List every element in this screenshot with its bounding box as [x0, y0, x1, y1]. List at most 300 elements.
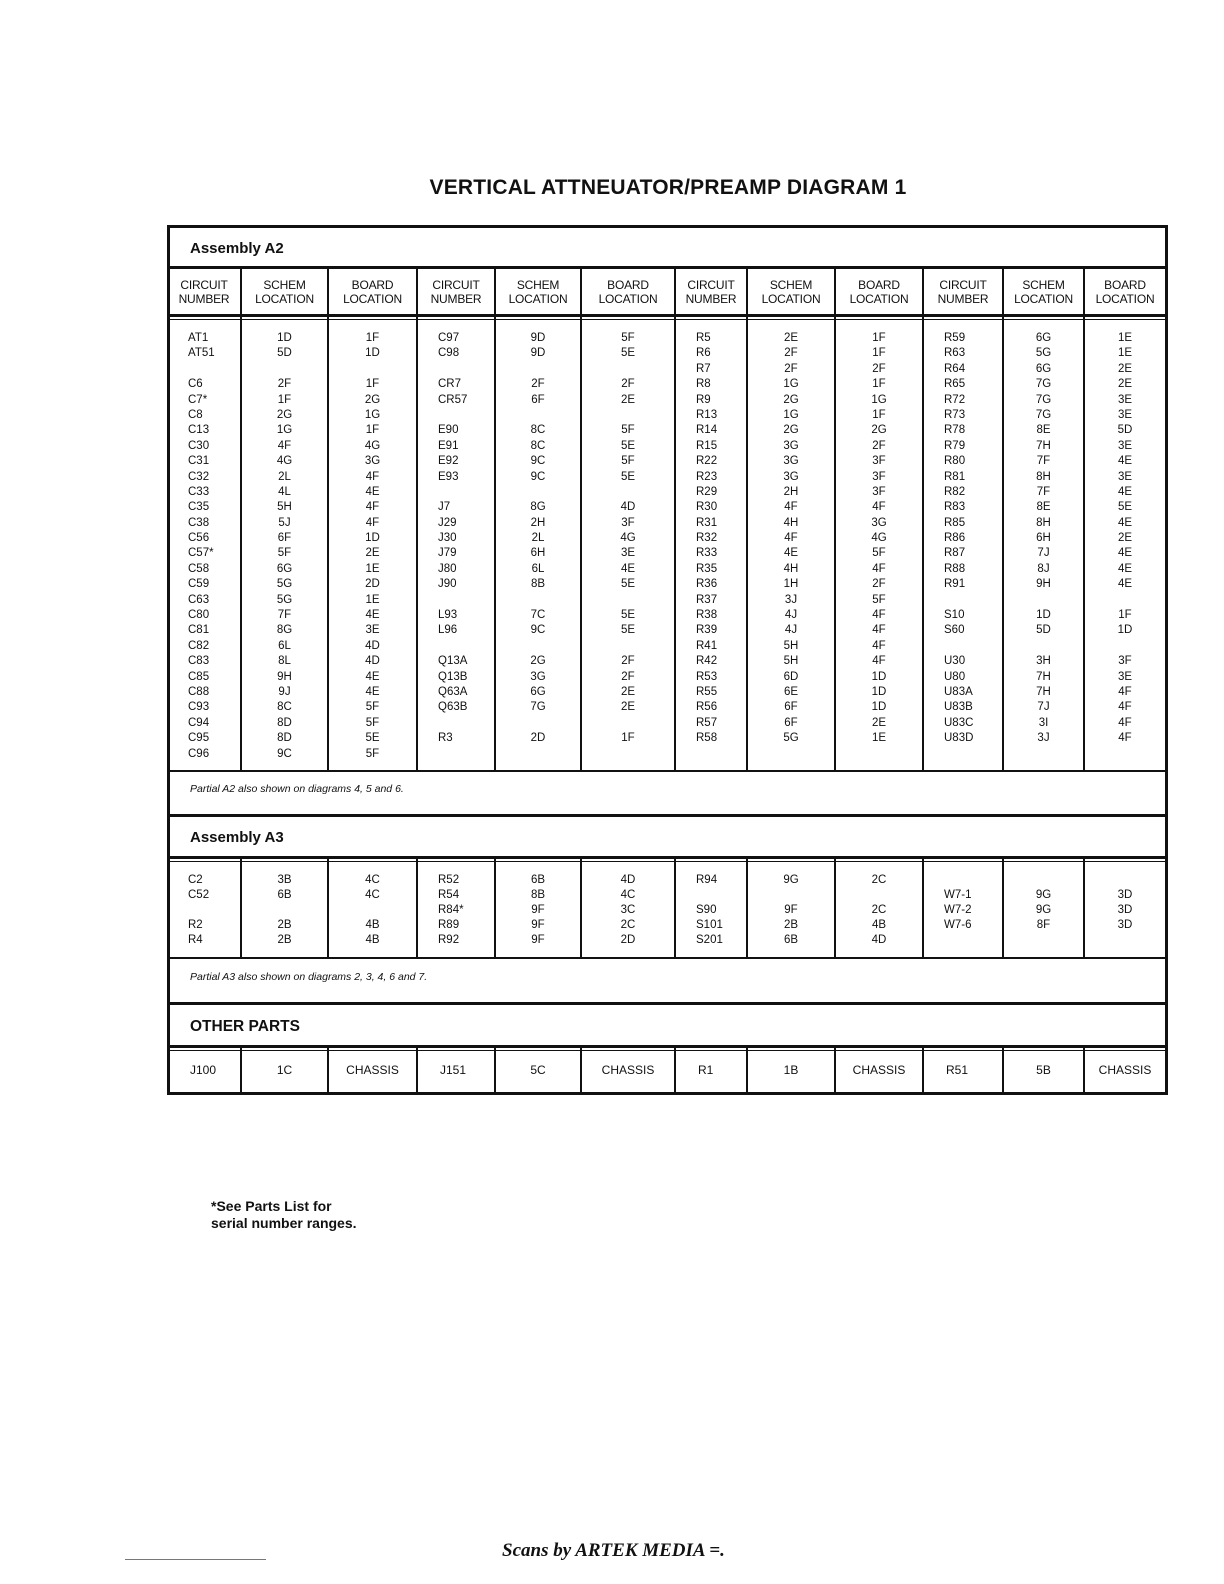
table-cell: C98	[438, 347, 460, 360]
table-cell: 3E	[620, 547, 636, 560]
table-cell: 8H	[1036, 516, 1051, 529]
rule-a2-body-end	[167, 770, 1168, 772]
table-cell: 6G	[1035, 362, 1052, 375]
table-cell: 4H	[783, 516, 799, 529]
table-cell: 5F	[621, 455, 635, 468]
table-cell: 8E	[1036, 501, 1051, 514]
table-cell: 1G	[783, 378, 799, 391]
table-cell: 4E	[783, 547, 799, 560]
a3-note: Partial A3 also shown on diagrams 2, 3, 4, 6 and 7.	[190, 971, 428, 983]
table-cell: 3E	[1117, 408, 1133, 421]
table-cell: E92	[438, 455, 459, 468]
table-cell: C93	[188, 701, 210, 714]
table-cell: 2G	[783, 424, 799, 437]
other-parts-cell: CHASSIS	[852, 1063, 906, 1077]
table-cell: 2F	[621, 378, 635, 391]
other-parts-cell: R51	[946, 1063, 969, 1077]
table-cell: 4L	[278, 485, 291, 498]
table-cell: J90	[438, 578, 457, 591]
table-cell: 4E	[1117, 547, 1133, 560]
table-cell: 6L	[531, 562, 545, 575]
table-cell: 9F	[784, 904, 798, 916]
table-cell: 8B	[530, 889, 546, 901]
table-cell: 8E	[1036, 424, 1051, 437]
table-cell: J80	[438, 562, 457, 575]
rule-other-title-thin	[167, 1050, 1168, 1051]
table-cell: J79	[438, 547, 457, 560]
table-cell: U83C	[944, 716, 974, 729]
column-header-line: NUMBER	[937, 292, 989, 306]
table-cell: C56	[188, 532, 210, 545]
table-cell: 4E	[365, 685, 380, 698]
table-cell: 1E	[1117, 332, 1133, 344]
column-header-circuit	[168, 278, 240, 306]
table-cell: 2D	[620, 934, 636, 946]
table-cell: 4D	[365, 639, 380, 652]
table-cell: C32	[188, 470, 210, 483]
table-cell: S101	[696, 919, 723, 931]
table-cell: J29	[438, 516, 457, 529]
table-cell: 3I	[1038, 716, 1049, 729]
table-cell: 2B	[783, 919, 799, 931]
table-cell: 2D	[530, 732, 546, 745]
table-cell: Q13B	[438, 670, 468, 683]
table-cell: 3E	[1117, 439, 1133, 452]
divider	[922, 1047, 924, 1093]
table-cell: 6F	[531, 393, 545, 406]
table-cell: 4E	[1117, 516, 1133, 529]
column-header-line: LOCATION	[343, 292, 402, 306]
table-cell: R81	[944, 470, 966, 483]
table-cell: 4E	[620, 562, 636, 575]
table-cell: C35	[188, 501, 210, 514]
a3-column-circuit	[944, 873, 1002, 948]
table-cell: 5H	[277, 501, 292, 514]
table-cell: 7H	[1036, 439, 1051, 452]
table-cell: 5E	[620, 624, 636, 637]
table-cell	[438, 485, 494, 500]
table-cell: 4B	[365, 919, 380, 931]
table-cell	[1085, 639, 1165, 654]
table-cell: R92	[438, 934, 460, 946]
table-cell: C57*	[188, 547, 214, 560]
table-cell: C82	[188, 639, 210, 652]
table-cell: 2C	[871, 874, 887, 886]
column-header-line: BOARD	[858, 278, 900, 292]
divider	[416, 268, 418, 771]
column-header-line: BOARD	[351, 278, 394, 292]
table-cell: 2E	[1117, 378, 1133, 391]
table-cell: 4F	[872, 639, 886, 652]
a2-column-circuit	[696, 331, 746, 747]
table-cell: R32	[696, 532, 718, 545]
divider	[674, 268, 676, 771]
table-cell: 4D	[871, 934, 887, 946]
table-cell: 7H	[1036, 685, 1051, 698]
table-cell: C59	[188, 578, 210, 591]
other-parts-cell: R1	[698, 1063, 714, 1077]
table-cell: R86	[944, 532, 966, 545]
column-header-line: NUMBER	[685, 292, 737, 306]
column-header-schem	[496, 278, 580, 306]
table-cell: 3J	[1037, 732, 1050, 745]
column-header-line: NUMBER	[178, 292, 230, 306]
table-cell: W7-1	[944, 889, 972, 901]
table-cell: 4F	[872, 501, 886, 514]
table-cell: 2E	[1117, 532, 1133, 545]
table-cell: 7G	[1035, 393, 1052, 406]
rule-other-title	[167, 1045, 1168, 1048]
table-cell: 2C	[871, 904, 887, 916]
table-cell: 4E	[1117, 455, 1133, 468]
table-cell: R38	[696, 609, 718, 622]
table-cell	[496, 716, 580, 731]
divider	[416, 858, 418, 958]
table-cell: 7F	[277, 609, 292, 622]
table-cell: R63	[944, 347, 966, 360]
column-header-line: SCHEM	[769, 278, 813, 292]
table-cell	[1085, 933, 1165, 948]
table-cell: 4D	[620, 874, 636, 886]
table-cell: 4C	[365, 874, 380, 886]
table-cell: R79	[944, 439, 966, 452]
table-cell: 2E	[783, 332, 799, 344]
table-cell: 1D	[365, 347, 380, 360]
table-cell: 1E	[871, 732, 887, 745]
table-cell: 4F	[1118, 701, 1132, 714]
other-parts-cell: 1B	[783, 1063, 799, 1077]
table-cell: 9D	[530, 347, 546, 360]
table-cell: 1G	[783, 408, 799, 421]
table-cell: 1E	[365, 593, 380, 606]
rule-other-start	[167, 1002, 1168, 1005]
table-cell: L96	[438, 624, 458, 637]
table-cell: R31	[696, 516, 718, 529]
column-header-schem	[1004, 278, 1083, 306]
table-cell: R72	[944, 393, 966, 406]
rule-a2-header	[167, 314, 1168, 317]
column-header-line: LOCATION	[1014, 292, 1073, 306]
table-cell: 4G	[620, 532, 636, 545]
table-cell: 6H	[1036, 532, 1051, 545]
rule-a3-title	[167, 856, 1168, 859]
table-cell: 2C	[620, 919, 636, 931]
table-cell: 8L	[278, 655, 291, 668]
divider	[922, 268, 924, 771]
column-header-line: BOARD	[607, 278, 649, 292]
column-header-line: LOCATION	[761, 292, 821, 306]
column-header-line: SCHEM	[516, 278, 560, 292]
table-cell: 2F	[872, 578, 886, 591]
table-cell: 4E	[365, 670, 380, 683]
table-cell: 2L	[531, 532, 545, 545]
table-cell: 2G	[364, 393, 381, 406]
other-parts-cell: 1C	[276, 1063, 293, 1077]
table-cell: 6H	[530, 547, 546, 560]
table-cell: 1F	[365, 378, 380, 391]
table-cell	[944, 639, 1002, 654]
table-cell: R3	[438, 732, 453, 745]
table-cell: 1F	[872, 378, 886, 391]
rule-a3-title-thin	[167, 861, 1168, 862]
table-cell: 4E	[365, 485, 380, 498]
table-cell: 1G	[276, 424, 293, 437]
column-header-line: LOCATION	[508, 292, 568, 306]
table-cell: 5H	[783, 655, 799, 668]
table-cell: 7J	[1037, 701, 1050, 714]
table-cell	[748, 888, 834, 903]
table-cell: 4D	[620, 501, 636, 514]
table-cell	[188, 362, 240, 377]
table-cell: 6F	[784, 716, 798, 729]
table-cell: R14	[696, 424, 718, 437]
table-cell: 9D	[530, 332, 546, 344]
table-cell: 2E	[620, 685, 636, 698]
table-cell: R5	[696, 332, 711, 344]
table-cell: R23	[696, 470, 718, 483]
table-cell: S201	[696, 934, 723, 946]
table-cell: 2H	[530, 516, 546, 529]
table-cell: 3F	[1118, 655, 1132, 668]
column-header-line: BOARD	[1104, 278, 1146, 292]
table-cell	[496, 485, 580, 500]
table-cell: S90	[696, 904, 717, 916]
table-cell: 3D	[1117, 904, 1133, 916]
column-header-board	[329, 278, 416, 306]
table-cell: R84*	[438, 904, 464, 916]
table-cell: 4F	[365, 501, 380, 514]
table-cell: 2G	[276, 408, 293, 421]
a2-column-board	[836, 331, 922, 747]
table-cell: 2B	[277, 919, 292, 931]
column-header-line: NUMBER	[430, 292, 482, 306]
table-cell: R36	[696, 578, 718, 591]
table-cell: U30	[944, 655, 966, 668]
table-cell: L93	[438, 609, 458, 622]
table-cell	[438, 362, 494, 377]
table-cell: 5F	[365, 701, 380, 714]
table-cell: R37	[696, 593, 718, 606]
table-cell: 3E	[1117, 670, 1133, 683]
table-cell: 6E	[783, 685, 799, 698]
table-cell: R8	[696, 378, 711, 391]
table-cell: R94	[696, 874, 718, 886]
table-cell: 4F	[784, 501, 798, 514]
a2-column-circuit	[188, 331, 240, 762]
table-cell: C88	[188, 685, 210, 698]
table-cell: J7	[438, 501, 451, 514]
table-cell: 9F	[531, 934, 545, 946]
divider	[922, 858, 924, 958]
table-cell: 4F	[1118, 732, 1132, 745]
table-cell	[582, 485, 674, 500]
a2-column-schem	[242, 331, 327, 762]
table-cell: 4C	[620, 889, 636, 901]
column-header-board	[582, 278, 674, 306]
table-cell: 1D	[1036, 609, 1051, 622]
table-cell: 2F	[531, 378, 545, 391]
table-cell: 6G	[530, 685, 546, 698]
table-cell: C38	[188, 516, 210, 529]
table-cell: 2H	[783, 485, 799, 498]
table-cell	[944, 873, 1002, 888]
table-cell	[1004, 593, 1083, 608]
a3-column-schem	[242, 873, 327, 948]
table-cell: E91	[438, 439, 459, 452]
column-header-schem	[748, 278, 834, 306]
table-cell: R80	[944, 455, 966, 468]
table-cell: 1E	[1117, 347, 1133, 360]
table-cell: 9F	[531, 919, 545, 931]
table-cell: 4F	[1118, 685, 1132, 698]
page-title: VERTICAL ATTNEUATOR/PREAMP DIAGRAM 1	[429, 176, 907, 199]
column-header-board	[1085, 278, 1165, 306]
table-cell: 8D	[277, 716, 292, 729]
rule-a2-title	[167, 266, 1168, 269]
table-cell	[1085, 593, 1165, 608]
table-cell: 6G	[276, 562, 293, 575]
table-cell: 2G	[783, 393, 799, 406]
table-cell: U83D	[944, 732, 974, 745]
table-cell: R85	[944, 516, 966, 529]
table-cell: 4F	[784, 532, 798, 545]
table-cell: 1F	[277, 393, 292, 406]
table-cell: 4F	[365, 516, 380, 529]
table-cell: R54	[438, 889, 460, 901]
column-header-line: CIRCUIT	[180, 278, 228, 292]
table-cell: 7C	[530, 609, 546, 622]
table-cell: 4G	[364, 439, 381, 452]
table-cell: 5F	[365, 747, 380, 760]
table-cell: C58	[188, 562, 210, 575]
table-cell: 5D	[1036, 624, 1051, 637]
table-cell: R35	[696, 562, 718, 575]
table-cell: R29	[696, 485, 718, 498]
table-cell: 2G	[530, 655, 546, 668]
table-cell: 7G	[530, 701, 546, 714]
column-header-line: SCHEM	[1022, 278, 1065, 292]
a2-column-board	[1085, 331, 1165, 747]
table-cell: 8C	[277, 701, 292, 714]
table-cell	[496, 593, 580, 608]
table-cell	[496, 639, 580, 654]
table-cell: 6D	[783, 670, 799, 683]
table-cell: W7-6	[944, 919, 972, 931]
table-cell: Q63A	[438, 685, 468, 698]
table-cell: 9C	[530, 470, 546, 483]
table-cell: 9C	[277, 747, 292, 760]
table-cell: 5F	[621, 332, 635, 344]
table-cell	[1004, 873, 1083, 888]
table-cell: 1D	[871, 670, 887, 683]
table-cell: 1F	[872, 347, 886, 360]
table-cell: 2F	[621, 655, 635, 668]
table-cell: 2F	[277, 378, 292, 391]
table-cell	[582, 362, 674, 377]
table-cell: 5G	[1035, 347, 1052, 360]
table-cell: 8C	[530, 439, 546, 452]
table-cell: U80	[944, 670, 966, 683]
table-cell: 5E	[620, 578, 636, 591]
table-cell: 2F	[872, 362, 886, 375]
table-cell: 2E	[365, 547, 380, 560]
rule-a3-body-end	[167, 957, 1168, 959]
other-parts-cell: 5B	[1036, 1063, 1051, 1077]
column-header-line: LOCATION	[255, 292, 314, 306]
table-cell: R4	[188, 934, 203, 946]
table-cell: S10	[944, 609, 965, 622]
table-cell: R42	[696, 655, 718, 668]
table-cell: R64	[944, 362, 966, 375]
table-cell: 2G	[871, 424, 887, 437]
a2-column-circuit	[944, 331, 1002, 747]
table-cell: 8G	[276, 624, 293, 637]
rule-a2-header-thin	[167, 319, 1168, 320]
table-cell: 4E	[1117, 562, 1133, 575]
table-cell: 4E	[1117, 578, 1133, 591]
table-cell: 3G	[783, 439, 799, 452]
table-cell: 2L	[278, 470, 291, 483]
table-cell: 9J	[278, 685, 291, 698]
table-cell	[582, 593, 674, 608]
table-cell: C13	[188, 424, 210, 437]
table-cell: 4H	[783, 562, 799, 575]
table-cell: R65	[944, 378, 966, 391]
page-edge-line	[125, 1559, 266, 1560]
table-cell: 2F	[784, 347, 798, 360]
other-parts-cell: CHASSIS	[601, 1063, 655, 1077]
table-cell: 4F	[872, 624, 886, 637]
table-cell: R39	[696, 624, 718, 637]
a3-column-schem	[748, 873, 834, 948]
table-cell: 9C	[530, 624, 546, 637]
table-cell: 1G	[871, 393, 887, 406]
table-cell: R89	[438, 919, 460, 931]
table-cell	[582, 716, 674, 731]
table-cell: 1F	[1118, 609, 1132, 622]
table-cell: 7F	[1036, 455, 1051, 468]
table-cell: R41	[696, 639, 718, 652]
table-cell: 7G	[1035, 408, 1052, 421]
table-cell: 4C	[365, 889, 380, 901]
divider	[674, 1047, 676, 1093]
table-cell: CR7	[438, 378, 462, 391]
table-cell: 9G	[1035, 904, 1052, 916]
divider	[674, 858, 676, 958]
table-cell	[944, 593, 1002, 608]
table-cell: U83A	[944, 685, 973, 698]
table-cell: R33	[696, 547, 718, 560]
table-cell: C80	[188, 609, 210, 622]
table-cell: 9C	[530, 455, 546, 468]
table-cell: 6L	[278, 639, 291, 652]
table-cell: C81	[188, 624, 210, 637]
table-cell	[242, 903, 327, 918]
table-cell: AT1	[188, 332, 209, 344]
table-cell: R22	[696, 455, 718, 468]
table-cell: R88	[944, 562, 966, 575]
column-header-line: CIRCUIT	[939, 278, 987, 292]
table-cell: R73	[944, 408, 966, 421]
table-cell: 6F	[277, 532, 292, 545]
table-cell: 3E	[1117, 393, 1133, 406]
table-cell: 4E	[365, 609, 380, 622]
table-cell: 5G	[276, 578, 293, 591]
table-cell: R83	[944, 501, 966, 514]
a2-column-board	[582, 331, 674, 747]
table-cell	[438, 408, 494, 423]
table-cell: R6	[696, 347, 711, 360]
